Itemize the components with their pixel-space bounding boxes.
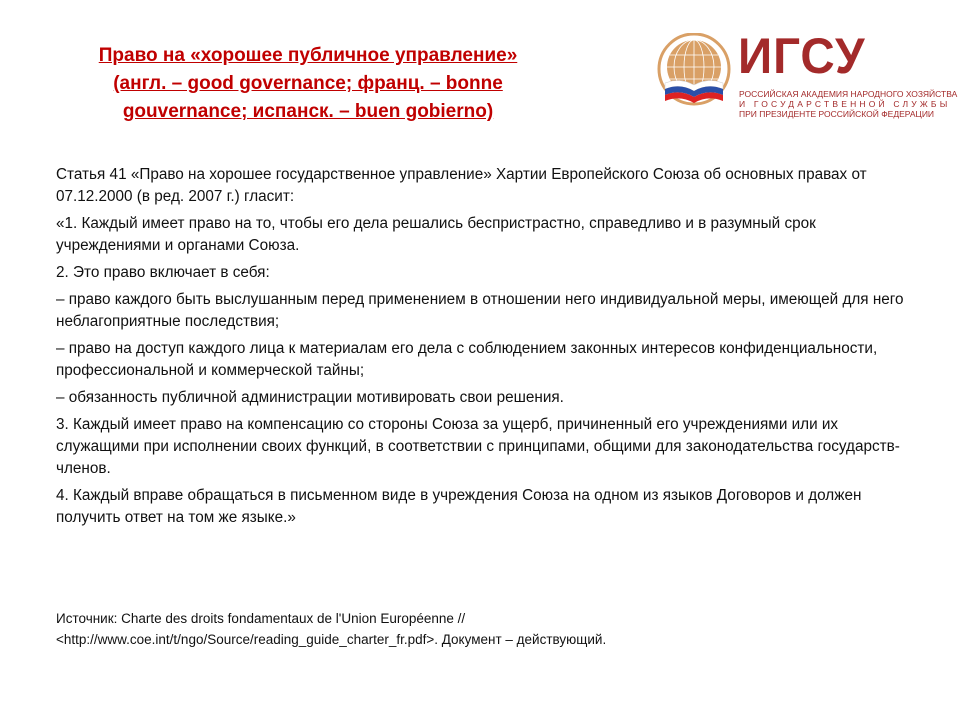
globe-book-emblem-icon xyxy=(655,33,733,113)
paragraph: 3. Каждый имеет право на компенсацию со стороны Союза за ущерб, причиненный его учреждениями или их служащими при исполнении своих функций, в соответствии с принципами, общими для законодательства государств-членов. xyxy=(56,416,900,477)
paragraph: – право на доступ каждого лица к материалам его дела с соблюдением законных интересов конфиденциальности, профессиональной и коммерческой тайны; xyxy=(56,340,878,379)
logo-subtitle: РОССИЙСКАЯ АКАДЕМИЯ НАРОДНОГО ХОЗЯЙСТВА xyxy=(739,89,958,99)
source-line: <http://www.coe.int/t/ngo/Source/reading_guide_charter_fr.pdf>. Документ – действующий. xyxy=(56,632,607,647)
title-line: (англ. – good governance; франц. – bonne xyxy=(113,73,503,94)
logo-subtitle: ПРИ ПРЕЗИДЕНТЕ РОССИЙСКОЙ ФЕДЕРАЦИИ xyxy=(739,109,935,119)
paragraph: Статья 41 «Право на хорошее государственное управление» Хартии Европейского Союза об основных правах от 07.12.2000 (в ред. 2007 г.) гласит: xyxy=(56,166,867,205)
paragraph: 4. Каждый вправе обращаться в письменном виде в учреждения Союза на одном из языков Договоров и должен получить ответ на том же языке.» xyxy=(56,487,862,526)
article-text xyxy=(56,164,916,534)
igsu-logo xyxy=(650,28,958,125)
title-line: Право на «хорошее публичное управление» xyxy=(98,45,518,66)
title-line: gouvernance; испанск. – buen gobierno) xyxy=(122,101,494,122)
slide-title xyxy=(30,42,586,126)
source-line: Источник: Charte des droits fondamentaux de l'Union Européenne // xyxy=(56,611,466,626)
paragraph: – обязанность публичной администрации мотивировать свои решения. xyxy=(56,389,564,406)
paragraph: 2. Это право включает в себя: xyxy=(56,264,270,281)
paragraph: «1. Каждый имеет право на то, чтобы его дела решались беспристрастно, справедливо и в разумный срок учреждениями и органами Союза. xyxy=(56,215,816,254)
logo-subtitle: И ГОСУДАРСТВЕННОЙ СЛУЖБЫ xyxy=(739,99,951,109)
source-citation xyxy=(56,608,606,650)
brand-name: ИГСУ xyxy=(738,28,866,84)
paragraph: – право каждого быть выслушанным перед применением в отношении него индивидуальной меры, имеющей для него неблагоприятные последствия; xyxy=(56,291,904,330)
